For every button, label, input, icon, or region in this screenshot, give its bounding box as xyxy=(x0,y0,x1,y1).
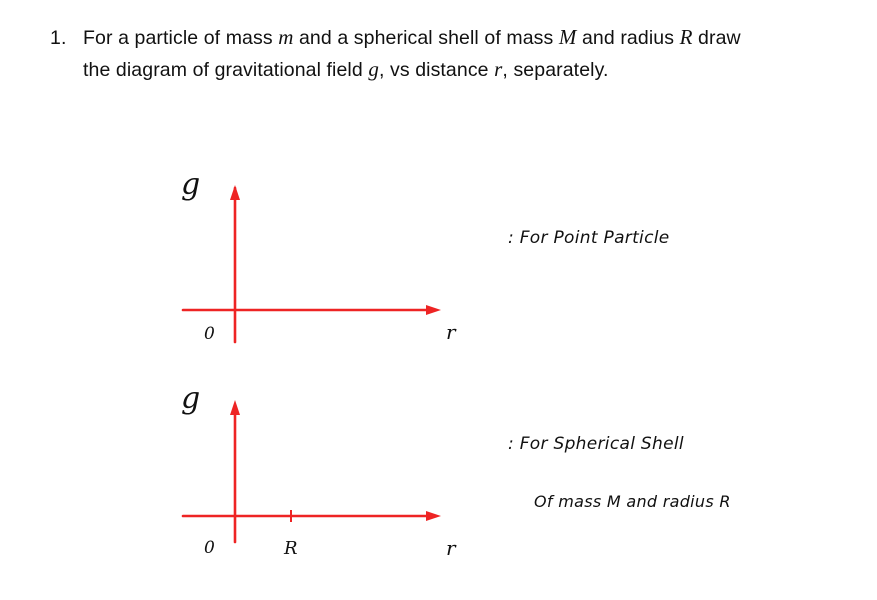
caption-point-particle: : For Point Particle xyxy=(508,228,670,248)
x-axis-arrowhead xyxy=(426,305,441,315)
x-axis-label: r xyxy=(446,536,456,560)
question-number: 1. xyxy=(50,27,67,49)
y-axis-label: g xyxy=(181,167,201,202)
symbol-mass-M: M xyxy=(558,25,577,49)
question-text-segment: , vs distance xyxy=(378,59,495,81)
x-axis-arrowhead xyxy=(426,511,441,521)
graph-point-particle xyxy=(181,167,457,344)
y-axis-arrowhead xyxy=(230,400,240,415)
graph-spherical-shell xyxy=(181,381,457,560)
caption-spherical-shell-line-2: Of mass M and radius R xyxy=(534,492,731,511)
y-axis-arrowhead xyxy=(230,185,240,200)
question-text-segment: draw xyxy=(692,27,741,49)
origin-label: 0 xyxy=(204,538,215,558)
question-text-segment: and radius xyxy=(576,27,680,49)
radius-tick-label: R xyxy=(284,538,298,559)
symbol-radius-R: R xyxy=(679,25,693,49)
x-axis-label: r xyxy=(446,320,456,344)
question-text-segment: , separately. xyxy=(502,59,609,81)
caption-spherical-shell-line-1: : For Spherical Shell xyxy=(508,434,684,454)
symbol-distance-r: r xyxy=(494,57,503,81)
question-text-segment: and a spherical shell of mass xyxy=(293,27,559,49)
symbol-field-g: g xyxy=(368,57,379,81)
origin-label: 0 xyxy=(204,324,215,344)
question-text-segment: the diagram of gravitational field xyxy=(83,59,369,81)
question-text-segment: For a particle of mass xyxy=(83,27,279,49)
y-axis-label: g xyxy=(181,381,201,416)
symbol-mass-m: m xyxy=(278,25,294,49)
